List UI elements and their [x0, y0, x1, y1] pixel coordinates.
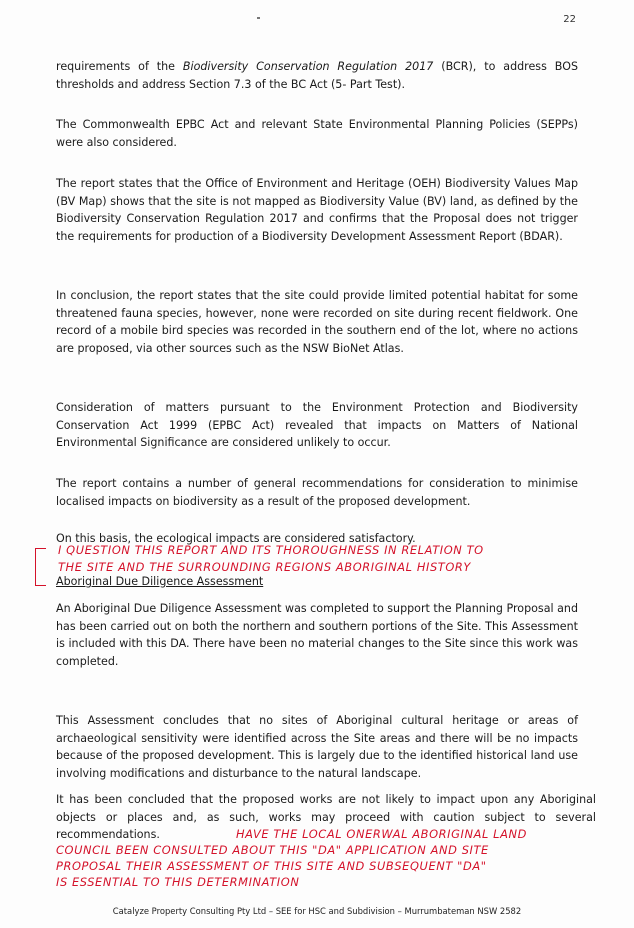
- handwritten-note-2-line-3: PROPOSAL THEIR ASSESSMENT OF THIS SITE AND SUBSEQUENT "DA": [56, 859, 487, 873]
- paragraph-text: requirements of the: [56, 60, 183, 73]
- paragraph-aboriginal-assessment: An Aboriginal Due Diligence Assessment was completed to support the Planning Proposal and has been carried out on both the northern and southern portions of the Site. This Assessment is included with this DA. There have been no material changes to the Site since this work was completed.: [56, 602, 578, 668]
- paragraph-text: (BCR), to address BOS thresholds and address Section 7.3 of the BC Act (5- Part Test).: [56, 60, 578, 91]
- handwritten-note-2-line-2: COUNCIL BEEN CONSULTED ABOUT THIS "DA" APPLICATION AND SITE: [56, 843, 489, 857]
- handwritten-note-2-line-1: HAVE THE LOCAL ONERWAL ABORIGINAL LAND: [236, 827, 528, 841]
- section-heading-aboriginal-due-diligence: Aboriginal Due Diligence Assessment: [56, 575, 264, 588]
- paragraph-works-caution: It has been concluded that the proposed works are not likely to impact upon any Aboriginal objects or places and, as such, works may proceed with caution subject to several recommendations.: [56, 793, 596, 842]
- handwritten-note-line-1: I QUESTION THIS REPORT AND ITS THOROUGHNESS IN RELATION TO: [58, 543, 484, 557]
- page-number: 22: [563, 14, 576, 25]
- handwritten-note-line-2: THE SITE AND THE SURROUNDING REGIONS ABORIGINAL HISTORY: [58, 560, 471, 574]
- paragraph-ecological-satisfactory: On this basis, the ecological impacts are considered satisfactory.: [56, 532, 416, 545]
- paragraph-epbc-sepps: The Commonwealth EPBC Act and relevant State Environmental Planning Policies (SEPPs) were also considered.: [56, 118, 578, 149]
- paragraph-assessment-conclusion: This Assessment concludes that no sites of Aboriginal cultural heritage or areas of archaeological sensitivity were identified across the Site areas and there will be no impacts because of the proposed development. This is largely due to the identified historical land use involving modifications and disturbance to the natural landscape.: [56, 714, 578, 780]
- page-footer: Catalyze Property Consulting Pty Ltd – SEE for HSC and Subdivision – Murrumbateman NSW 2582: [112, 906, 522, 916]
- paragraph-bcr-requirements: [56, 58, 578, 93]
- paragraph-bv-map: The report states that the Office of Environment and Heritage (OEH) Biodiversity Values Map (BV Map) shows that the site is not mapped as Biodiversity Value (BV) land, as defined by the Biodiversity Conservation Regulation 2017 and confirms that the Proposal does not trigger the requirements for production of a Biodiversity Development Assessment Report (BDAR).: [56, 177, 578, 243]
- regulation-title-italic: Biodiversity Conservation Regulation 2017: [182, 60, 434, 73]
- handwritten-note-2-line-4: IS ESSENTIAL TO THIS DETERMINATION: [56, 875, 300, 889]
- paragraph-epbc-consideration: Consideration of matters pursuant to the Environment Protection and Biodiversity Conservation Act 1999 (EPBC Act) revealed that impacts on Matters of National Environmental Significance are considered unlikely to occur.: [56, 401, 578, 450]
- paragraph-recommendations: The report contains a number of general recommendations for consideration to minimise localised impacts on biodiversity as a result of the proposed development.: [56, 477, 578, 508]
- handwritten-bracket: [35, 548, 46, 586]
- paragraph-conclusion-habitat: In conclusion, the report states that the site could provide limited potential habitat for some threatened fauna species, however, none were recorded on site during recent fieldwork. One record of a mobile bird species was recorded in the southern end of the lot, where no actions are proposed, via other sources such as the NSW BioNet Atlas.: [56, 289, 578, 355]
- scan-speck: [257, 17, 260, 19]
